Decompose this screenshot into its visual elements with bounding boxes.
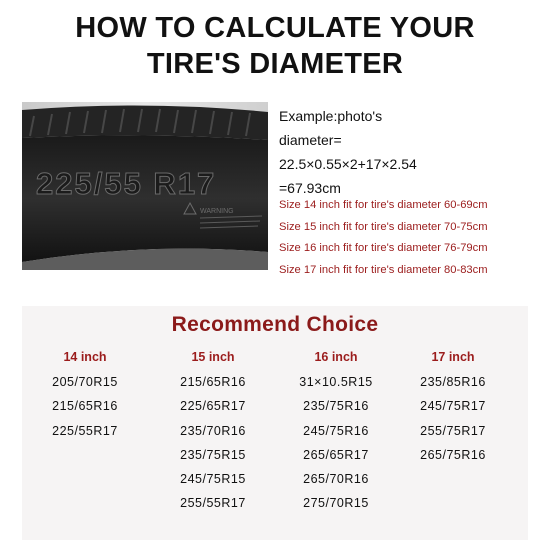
column-header: 16 inch <box>314 350 358 364</box>
column-header: 14 inch <box>63 350 107 364</box>
column-17-inch <box>398 348 508 467</box>
tire-size: 235/85R16 <box>420 375 486 389</box>
size-line: Size 14 inch fit for tire's diameter 60-69cm <box>279 199 488 211</box>
recommend-title: Recommend Choice <box>171 313 379 336</box>
tire-size: 215/65R16 <box>52 399 118 414</box>
example-line: =67.93cm <box>279 180 341 196</box>
tire-size: 265/65R17 <box>303 447 369 462</box>
example-calculation <box>279 104 544 200</box>
example-line: diameter= <box>279 132 342 148</box>
example-line: Example:photo's <box>279 108 383 124</box>
tire-size: 275/70R15 <box>303 496 369 511</box>
tire-size: 235/70R16 <box>180 423 246 438</box>
tire-size: 235/75R16 <box>303 399 369 414</box>
column-header: 15 inch <box>191 350 235 364</box>
tire-size: 245/75R15 <box>180 472 246 487</box>
tire-size: 265/70R16 <box>303 472 369 487</box>
tire-sidewall-image <box>22 102 268 270</box>
column-header: 17 inch <box>431 350 475 364</box>
tire-size: 31×10.5R15 <box>299 375 373 389</box>
sidewall-size-text: 225/55 R17 <box>36 166 217 201</box>
column-15-inch <box>158 348 268 516</box>
size-line: Size 17 inch fit for tire's diameter 80-83cm <box>279 263 488 276</box>
title-line-2: TIRE'S DIAMETER <box>146 48 404 80</box>
column-14-inch <box>30 348 140 443</box>
tire-size: 255/75R17 <box>420 423 486 438</box>
tire-size: 255/55R17 <box>180 496 246 511</box>
tire-size: 245/75R16 <box>303 423 369 438</box>
tire-size: 265/75R16 <box>420 447 486 462</box>
title-line-1: HOW TO CALCULATE YOUR <box>75 12 475 44</box>
sidewall-warning-text: WARNING <box>200 208 234 215</box>
page-title <box>0 10 550 82</box>
column-16-inch <box>281 348 391 516</box>
tire-size: 235/75R15 <box>180 447 246 462</box>
tire-size: 215/65R16 <box>180 375 246 389</box>
tire-size: 225/65R17 <box>180 399 246 414</box>
size-line: Size 16 inch fit for tire's diameter 76-79cm <box>279 242 488 254</box>
recommend-panel <box>22 306 528 540</box>
tire-size: 245/75R17 <box>420 399 486 414</box>
tire-size: 225/55R17 <box>52 423 118 438</box>
example-line: 22.5×0.55×2+17×2.54 <box>279 156 417 172</box>
tire-size: 205/70R15 <box>52 375 118 389</box>
size-guide <box>279 195 547 281</box>
tire-photo <box>22 102 268 270</box>
size-line: Size 15 inch fit for tire's diameter 70-75cm <box>279 220 488 233</box>
